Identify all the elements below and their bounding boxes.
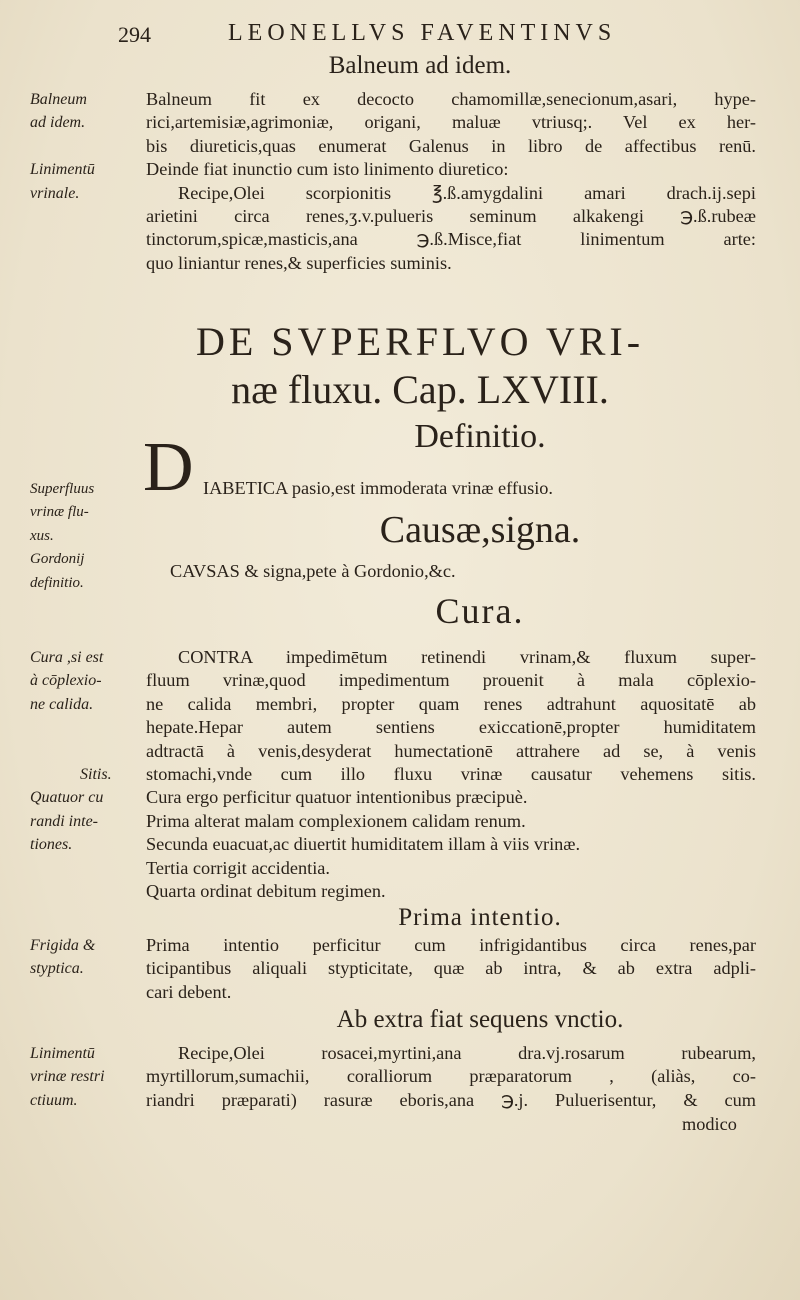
margin-note: Linimentū — [30, 1045, 95, 1062]
cura-paragraph — [146, 646, 756, 903]
text-line: Recipe,Olei scorpionitis ℥.ß.amygdalini amari drach.ij.sepi — [178, 182, 756, 203]
text-line: Secunda euacuat,ac diuertit humiditatem illam à viis vrinæ. — [146, 834, 581, 855]
margin-note: Sitis. — [80, 766, 112, 783]
margin-notes-cura — [30, 646, 142, 857]
text-line: Prima intentio perficitur cum infrigidantibus circa renes,par — [146, 935, 756, 955]
text-line: bis diureticis,quas enumerat Galenus in libro de affectibus renū. — [146, 135, 756, 156]
text-line: Balneum fit ex decocto chamomillæ,senecionum,asari, hype- — [146, 89, 756, 109]
margin-note: definitio. — [30, 574, 84, 591]
text-line: cari debent. — [146, 981, 232, 1002]
cura-title: Cura. — [435, 591, 525, 631]
page-number: 294 — [118, 22, 151, 47]
catchword: modico — [682, 1114, 737, 1134]
text-line: Recipe,Olei rosacei,myrtini,ana dra.vj.rosarum rubearum, — [178, 1043, 756, 1063]
prima-intentio-title: Prima intentio. — [398, 904, 562, 931]
text-line: CONTRA impedimētum retinendi vrinam,& fluxum super- — [178, 647, 756, 667]
margin-note: vrinæ flu- — [30, 504, 89, 521]
margin-note: styptica. — [30, 960, 84, 978]
margin-note: Linimentū — [30, 161, 95, 179]
margin-notes-abextra — [30, 1042, 142, 1112]
margin-note: Cura ,si est — [30, 649, 104, 666]
margin-note: randi inte- — [30, 812, 98, 830]
text-line: myrtillorum,sumachii, coralliorum præparatorum , (aliàs, co- — [146, 1066, 756, 1087]
text-line: tinctorum,spicæ,masticis,ana ℈.ß.Misce,fiat linimentum arte: — [146, 229, 756, 250]
balneum-paragraph — [146, 88, 756, 275]
text-line: Cura ergo perficitur quatuor intentionibus præcipuè. — [146, 787, 528, 808]
text-line: Quarta ordinat debitum regimen. — [146, 881, 386, 902]
prima-paragraph — [146, 934, 756, 1004]
text-line: quo liniantur renes,& superficies suminis. — [146, 252, 452, 273]
section-title-balneum: Balneum ad idem. — [328, 52, 512, 79]
margin-note: Frigida & — [30, 937, 96, 954]
definitio-title: Definitio. — [414, 418, 546, 455]
text-line: riandri præparati) rasuræ eboris,ana ℈.j. Puluerisentur, & cum — [146, 1089, 756, 1110]
margin-note: vrinæ restri — [30, 1068, 105, 1086]
text-line: arietini circa renes,ʒ.v.pulueris seminum alkakengi ℈.ß.rubeæ — [146, 206, 756, 227]
margin-notes-balneum — [30, 88, 142, 205]
margin-note: vrinale. — [30, 184, 80, 202]
abextra-title: Ab extra fiat sequens vnctio. — [336, 1006, 624, 1033]
causae-text: CAVSAS & signa,pete à Gordonio,&c. — [170, 561, 456, 581]
text-line: Deinde fiat inunctio cum isto linimento diuretico: — [146, 159, 509, 180]
chapter-title-line2: næ fluxu. Cap. LXVIII. — [231, 367, 609, 412]
text-line: Tertia corrigit accidentia. — [146, 857, 330, 878]
text-line: fluum vrinæ,quod impedimentum prouenit à mala cōplexio- — [146, 670, 756, 691]
text-line: rici,artemisiæ,agrimoniæ, origani, maluæ vtriusq;. Vel ex her- — [146, 112, 756, 133]
margin-note: Gordonij — [30, 551, 85, 568]
chapter-title-line1: DE SVPERFLVO VRI- — [195, 319, 645, 364]
abextra-paragraph — [146, 1042, 756, 1112]
margin-note: Quatuor cu — [30, 789, 104, 807]
text-line: ticipantibus aliquali stypticitate, quæ ab intra, & ab extra adpli- — [146, 958, 756, 979]
margin-note: tiones. — [30, 836, 73, 854]
text-line: stomachi,vnde cum illo fluxu vrinæ causatur vehemens sitis. — [146, 764, 756, 785]
margin-notes-prima — [30, 934, 142, 981]
definitio-text: IABETICA pasio,est immoderata vrinæ effusio. — [203, 478, 553, 498]
margin-note: xus. — [30, 527, 54, 544]
margin-note: Balneum — [30, 91, 87, 108]
margin-note: ctiuum. — [30, 1091, 78, 1109]
text-line: hepate.Hepar autem sentiens exiccationē,propter humiditatem — [146, 717, 756, 738]
text-line: ne calida membri, propter quam renes adtrahunt aquositatē ab — [146, 693, 756, 714]
margin-note: ne calida. — [30, 695, 94, 713]
drop-capital: D — [143, 429, 194, 506]
margin-note: ad idem. — [30, 114, 86, 132]
running-title: LEONELLVS FAVENTINVS — [228, 20, 617, 46]
text-line: Prima alterat malam complexionem calidam renum. — [146, 810, 526, 831]
text-line: adtractā à venis,desyderat humectationē attrahere ad se, à venis — [146, 740, 756, 761]
causae-title: Causæ,signa. — [379, 509, 581, 551]
margin-note: Superfluus — [30, 481, 95, 497]
margin-notes-definitio — [30, 478, 142, 595]
margin-note: à cōplexio- — [30, 672, 102, 690]
